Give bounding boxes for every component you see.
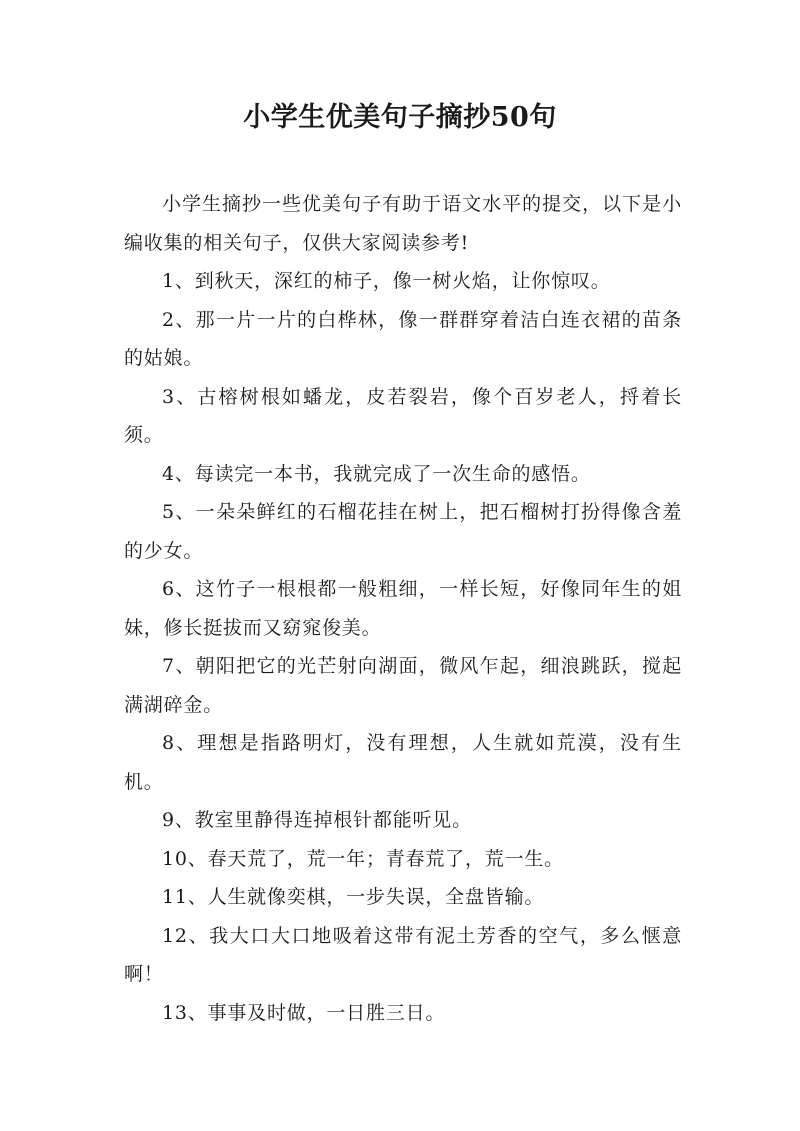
sentence-4: 4、每读完一本书，我就完成了一次生命的感悟。: [162, 462, 591, 485]
document-title: 小学生优美句子摘抄50句: [243, 102, 557, 133]
sentence-9: 9、教室里静得连掉根针都能听见。: [162, 809, 472, 831]
document-body: [124, 185, 682, 1032]
sentence-5: 5、一朵朵鲜红的石榴花挂在树上，把石榴树打扮得像含羞的少女。: [124, 501, 682, 562]
sentence-2: 2、那一片一片的白桦林，像一群群穿着洁白连衣裙的苗条的姑娘。: [124, 308, 682, 369]
sentence-12: 12、我大口大口地吸着这带有泥土芳香的空气，多么惬意啊！: [124, 924, 682, 985]
sentence-13: 13、事事及时做，一日胜三日。: [162, 1001, 446, 1024]
sentence-1: 1、到秋天，深红的柿子，像一树火焰，让你惊叹。: [162, 270, 611, 292]
sentence-8: 8、理想是指路明灯，没有理想，人生就如荒漠，没有生机。: [124, 732, 682, 793]
sentence-10: 10、春天荒了，荒一年；青春荒了，荒一生。: [162, 847, 564, 870]
sentence-11: 11、人生就像奕棋，一步失误，全盘皆输。: [162, 886, 545, 908]
sentence-3: 3、古榕树根如蟠龙，皮若裂岩，像个百岁老人，捋着长须。: [124, 385, 682, 446]
sentence-7: 7、朝阳把它的光芒射向湖面，微风乍起，细浪跳跃，搅起满湖碎金。: [124, 655, 682, 716]
sentence-6: 6、这竹子一根根都一般粗细，一样长短，好像同年生的姐妹，修长挺拔而又窈窕俊美。: [124, 578, 682, 639]
intro-paragraph: 小学生摘抄一些优美句子有助于语文水平的提交，以下是小编收集的相关句子，仅供大家阅读参考!: [124, 193, 682, 254]
